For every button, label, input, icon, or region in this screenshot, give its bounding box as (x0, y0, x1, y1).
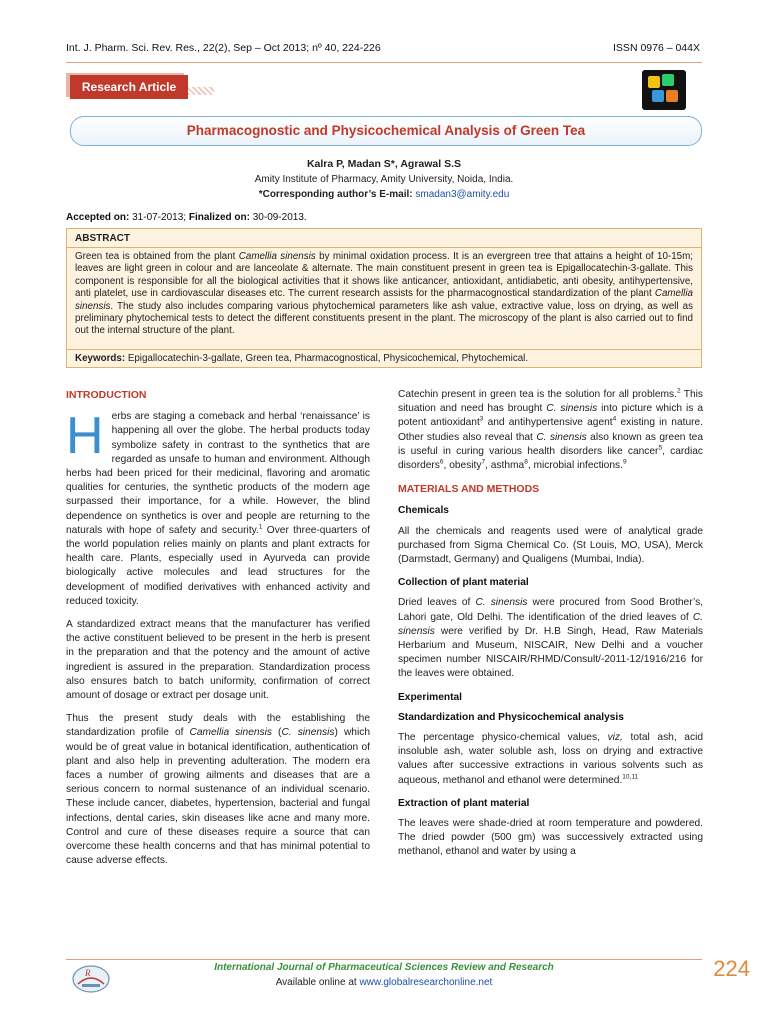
title-box (70, 116, 702, 146)
dropcap: H (66, 407, 104, 466)
accepted-date: 31-07-2013; (132, 212, 187, 223)
article-title: Pharmacognostic and Physicochemical Analysis of Green Tea (186, 123, 586, 138)
corresponding-label: *Corresponding author’s E-mail: (258, 189, 413, 200)
corresponding-author (0, 189, 768, 200)
standardization-paragraph: The percentage physico-chemical values, viz, total ash, acid insoluble ash, water soluble ash, loss on drying and extractive values after successive extractions in various solvents such as aqueous, methanol and ethanol were determined.$^{10,11}$ (398, 732, 703, 786)
standardization-heading: Standardization and Physicochemical analysis (398, 711, 624, 723)
footer-availability (0, 977, 768, 988)
chemicals-paragraph: All the chemicals and reagents used were of analytical grade purchased from Sigma Chemical Co. (St Louis, MO, USA), Merck (Darmstadt, Germany) and Qualigens (Mumbai, India). (398, 525, 703, 566)
materials-methods-heading: MATERIALS AND METHODS (398, 483, 540, 496)
intro-paragraph-3: Thus the present study deals with the establishing the standardization profile of Camellia sinensis (C. sinensis) which would be of great value in botanical identification, authentication of plant and also help in preventing adulteration. The modern era faces a number of growing ailments and diseases that are a serious concern to normal sustenance of an individual scenario. These include cancer, diabetes, hypertension, bacterial and fungal infections, dental caries, skin diseases like acne and many more. Control and cure of these diseases require a source that can overcome these health concerns and that has minimal potential to cause adverse effects. (66, 713, 370, 867)
page-number: 224 (713, 956, 750, 981)
footer-url-link[interactable]: www.globalresearchonline.net (359, 977, 493, 988)
keywords (75, 353, 693, 364)
accepted-label: Accepted on: (66, 212, 130, 223)
issn: ISSN 0976 – 044X (613, 42, 700, 54)
badge-tail (188, 87, 214, 95)
article-type-badge (66, 73, 216, 101)
corresponding-email-link[interactable]: smadan3@amity.edu (415, 189, 510, 200)
keywords-label: Keywords: (75, 353, 126, 364)
abstract-divider (67, 247, 701, 248)
keywords-divider (67, 349, 701, 350)
introduction-heading: INTRODUCTION (66, 389, 147, 401)
experimental-heading: Experimental (398, 691, 462, 703)
journal-logo-icon (642, 70, 686, 110)
finalized-date: 30-09-2013. (252, 212, 307, 223)
extraction-heading: Extraction of plant material (398, 797, 530, 809)
article-dates (66, 212, 307, 223)
header-divider (66, 62, 702, 63)
left-column (66, 388, 370, 878)
svg-text:R: R (85, 968, 91, 978)
abstract-heading: ABSTRACT (75, 233, 130, 244)
chemicals-heading: Chemicals (398, 505, 449, 517)
footer-journal-name: International Journal of Pharmaceutical Sciences Review and Research (214, 962, 554, 973)
footer-avail-label: Available online at (275, 977, 360, 988)
authors: Kalra P, Madan S*, Agrawal S.S (306, 158, 462, 170)
collection-heading: Collection of plant material (398, 577, 529, 589)
abstract-text: Green tea is obtained from the plant Camellia sinensis by minimal oxidation process. It is an evergreen tree that attains a height of 10-15m; leaves are light green in colour and are lanceolate & alternate. The main constituent present in green tea is Epigallocatechin-3-gallate. This component is responsible for all the biological activities that it shows like anticancer, antioxidant, antidiabetic, anti obesity, antihypertensive, anti platelet, use in cardiovascular diseases etc. The current research assists for the pharmacognostical standardization of the plant Camellia sinensis. The study also includes comparing various phytochemical parameters like ash value, extractive value, loss on drying, as well as preliminary phytochemical tests to detect the different constituents present in the plant. The microscopy of the plant is also carried out to find out the internal structure of the plant. (75, 251, 693, 337)
journal-citation: Int. J. Pharm. Sci. Rev. Res., 22(2), Sep – Oct 2013; nº 40, 224-226 (66, 42, 381, 54)
footer-divider (66, 959, 702, 960)
badge-label: Research Article (70, 75, 188, 99)
keywords-list: Epigallocatechin-3-gallate, Green tea, Pharmacognostical, Physicochemical, Phytochemical. (127, 353, 529, 364)
extraction-paragraph: The leaves were shade-dried at room temperature and powdered. The dried powder (500 gm) was successively extracted using methanol, ethanol and water by using a (398, 818, 703, 858)
intro-paragraph-2: A standardized extract means that the manufacturer has verified the active constituent believed to be present in the herb is present in the preparation and that the potency and the amount of active ingredient is assured in the preparation. Standardization process also ensures batch to batch uniformity, confirmation of correct amount of dosage or extract per dosage unit. (66, 619, 370, 702)
abstract-box (66, 228, 702, 368)
intro-paragraph-4: Catechin present in green tea is the solution for all problems.$^2$ This situation and need has brought C. sinensis into picture which is a potent antioxidant$^3$ and antihypertensive agent$^4$ existing in nature. Other studies also reveal that C. sinensis also known as green tea is useful in curing various health disorders like cancer$^5$, cardiac disorders$^6$, obesity$^7$, asthma$^8$, microbial infections.$^9$ (398, 387, 703, 472)
right-column (398, 388, 703, 869)
collection-paragraph: Dried leaves of C. sinensis were procured from Sood Brother’s, Lahori gate, Old Delhi. The identification of the dried leaves of C. sinensis were verified by Dr. H.B Singh, Head, Raw Materials Herbarium and Museum, NISCAIR, New Delhi and a voucher specimen number NISCAIR/RHMD/Consult/-2011-12/1916/216 for the leaves were obtained. (398, 597, 704, 680)
finalized-label: Finalized on: (188, 212, 250, 223)
intro-paragraph-1: Herbs are staging a comeback and herbal ‘renaissance’ is happening all over the globe. The herbal products today symbolize safety in contrast to the synthetics that are regarded as unsafe to human and environment. Although herbs had been priced for their medicinal, flavoring and aromatic qualities for centuries, the synthetic products of the modern age surpassed their importance, for a while. However, the blind dependence on synthetics is over and people are returning to the naturals with hope of safety and security.$^1$ Over three-quarters of the world population relies mainly on plants and plant extracts for health care. Plants, especially used in Ayurveda can provide biologically active molecules and lead structures for the development of modified derivatives with enhanced activity and reduced toxicity. (66, 407, 370, 607)
affiliation: Amity Institute of Pharmacy, Amity University, Noida, India. (254, 174, 514, 185)
